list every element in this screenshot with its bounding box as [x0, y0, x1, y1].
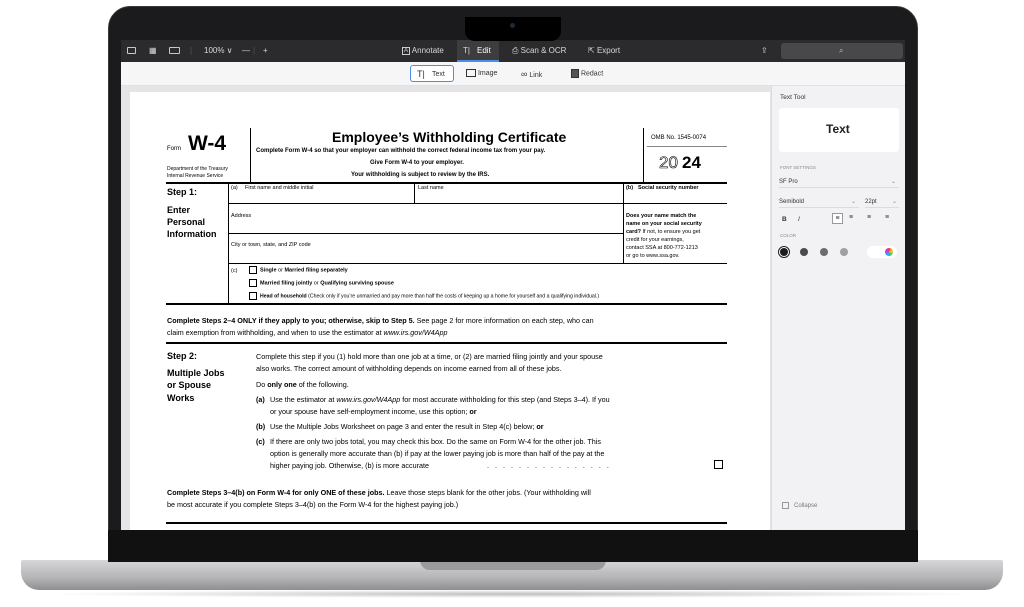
laptop-chin	[108, 530, 918, 562]
align-center-icon[interactable]: ≡	[849, 214, 854, 221]
form-subtitle-3: Your withholding is subject to review by the IRS.	[351, 172, 490, 178]
align-left-icon[interactable]: ≡	[832, 213, 843, 224]
panel-title: Text Tool	[780, 94, 806, 101]
two-jobs-checkbox[interactable]	[714, 460, 723, 469]
filing-status-head[interactable]: Head of household (Check only if you’re unmarried and pay more than half the costs of keeping up a home for yourself and a qualifying individual.)	[249, 292, 599, 300]
image-tool-button[interactable]: Image	[466, 69, 497, 77]
color-swatch-dark-gray[interactable]	[800, 248, 808, 256]
export-icon: ⇱	[588, 46, 595, 55]
align-right-icon[interactable]: ≡	[885, 214, 890, 221]
annotate-icon: A	[403, 47, 408, 54]
step1-title-1: Enter	[167, 205, 191, 215]
color-swatch-gray[interactable]	[820, 248, 828, 256]
image-icon	[466, 69, 476, 77]
text-tool-panel: Text Tool Text FONT SETTINGS SF Pro ⌄ Semibold ⌄ 22pt ⌄ B I ≡ ≡ ≡ ≡ COLOR Collapse	[771, 86, 905, 530]
year-light: 20	[659, 153, 678, 172]
tab-scan-ocr[interactable]: ⎙ Scan & OCR	[512, 46, 567, 55]
color-wheel-icon	[885, 248, 893, 256]
tab-export[interactable]: ⇱ Export	[588, 46, 621, 55]
omb-number: OMB No. 1545-0074	[651, 135, 707, 141]
zoom-select[interactable]: 100% ∨	[204, 46, 233, 55]
form-title: Employee’s Withholding Certificate	[332, 129, 567, 145]
text-tool-button[interactable]: T| Text	[410, 65, 454, 82]
font-weight-select[interactable]: Semibold ⌄	[779, 196, 859, 208]
last-name-field[interactable]: Last name	[418, 185, 444, 191]
font-family-select[interactable]: SF Pro ⌄	[779, 176, 899, 188]
form-subtitle-1: Complete Form W-4 so that your employer can withhold the correct federal income tax from your pay.	[256, 148, 546, 154]
page-view-icon[interactable]	[169, 46, 180, 56]
search-input[interactable]	[781, 43, 903, 59]
tab-annotate[interactable]: A Annotate	[403, 46, 444, 55]
form-label: Form	[167, 146, 181, 152]
redact-icon	[571, 69, 579, 78]
dept-label: Department of the Treasury	[167, 166, 228, 172]
custom-color-button[interactable]	[867, 246, 897, 258]
bold-button[interactable]: B	[782, 216, 787, 223]
edit-subtoolbar	[121, 62, 905, 86]
collapse-icon	[782, 502, 789, 509]
step1-title-3: Information	[167, 229, 217, 239]
step1-title-2: Personal	[167, 217, 206, 227]
color-swatch-black[interactable]	[780, 248, 788, 256]
step2-title-3: Works	[167, 393, 195, 403]
app-window	[121, 40, 905, 530]
link-tool-button[interactable]: ∞ Link	[521, 69, 543, 79]
form-number: W-4	[188, 132, 227, 155]
form-subtitle-2: Give Form W-4 to your employer.	[370, 160, 464, 166]
filing-status-married[interactable]: Married filing jointly or Qualifying surviving spouse	[249, 279, 394, 287]
search-icon: ⌕	[839, 46, 844, 55]
first-name-field[interactable]: First name and middle initial	[245, 185, 314, 191]
link-icon: ∞	[521, 69, 528, 79]
color-swatch-light-gray[interactable]	[840, 248, 848, 256]
text-cursor-icon: T|	[417, 69, 425, 79]
align-justify-icon[interactable]: ≡	[867, 214, 872, 221]
edit-icon: T|	[463, 46, 470, 55]
scan-icon: ⎙	[512, 46, 519, 55]
italic-button[interactable]: I	[798, 216, 800, 223]
pdf-page[interactable]: Form W-4 Department of the Treasury Internal Revenue Service Employee’s Withholding Certificate Complete Form W-4 so that your employer can withhold the correct federal income tax from your pay. Give Form W-4 to your employer. Your withholding is subject to review by the IRS. OMB No. 1545-0074 20 24 Step 1: Enter Personal Information (a) First name and middle initial Last name (b) Social security number Address City or town, state, and ZIP code Does your name match the name on your social security card? If not, to ensure you get credit for your earnings, contact SSA at 800-772-1213 or go to www.ssa.gov. (c) Single or Married filing separately Married filing jointly or Qualifying surviving spouse Head of household (Check only if you’re unmarried and pay more than half the costs of keeping up a home for yourself and a qualifying individual.) Complete Steps 2–4 ONLY if they apply to you; otherwise, skip to Step 5. See page 2 for more information on each step, who can claim exemption from withholding, and when to use the estimator at www.irs.gov/W4App Step 2: Multiple Jobs or Spouse Works Complete this step if you (1) hold more than one job at a time, or (2) are married filing jointly and your spouse also works. The correct amount of withholding depends on income earned from all of these jobs. Do only one of the following. (a) Use the estimator at www.irs.gov/W4App for most accurate withholding for this step (and Steps 3–4). If you or your spouse have self-employment income, use this option; or (b) Use the Multiple Jobs Worksheet on page 3 and enter the result in Step 4(c) below; or (c) If there are only two jobs total, you may check this box. Do the same on Form W-4 for the other job. This option is generally more accurate than (b) if pay at the lower paying job is more than half of the pay at the higher paying job. Otherwise, (b) is more accurate . . . . . . . . . . . . . . . . Complete Steps 3–4(b) on Form W-4 for only ONE of these jobs. Leave those steps blank for the other jobs. (Your withholding will be most accurate if you complete Steps 3–4(b) on the Form W-4 for the highest paying job.)	[130, 92, 770, 530]
step2-title-2: or Spouse	[167, 380, 212, 390]
document-canvas	[121, 86, 771, 530]
top-toolbar: ▦ | 100% ∨ — | + A Annotate T| Edit ⎙ Scan & OCR ⇱ Export ⇪ ⌕	[121, 40, 905, 62]
redact-tool-button[interactable]: Redact	[571, 69, 603, 78]
step2-title-1: Multiple Jobs	[167, 368, 225, 378]
irs-label: Internal Revenue Service	[167, 173, 224, 179]
year-bold: 24	[682, 153, 701, 172]
zoom-out-button[interactable]: —	[242, 46, 250, 55]
step2-label: Step 2:	[167, 351, 198, 361]
text-preview: Text	[779, 108, 899, 152]
camera-icon	[510, 23, 515, 28]
collapse-button[interactable]: Collapse	[782, 502, 817, 509]
sidebar-toggle-icon[interactable]	[127, 46, 136, 56]
share-icon[interactable]: ⇪	[761, 46, 768, 55]
tab-edit[interactable]: T| Edit	[457, 40, 499, 62]
laptop-shadow	[40, 590, 984, 598]
camera-notch	[465, 17, 561, 41]
address-field[interactable]: Address	[231, 213, 252, 219]
font-size-select[interactable]: 22pt ⌄	[865, 196, 899, 208]
step1-label: Step 1:	[167, 187, 198, 197]
ssn-field[interactable]: Social security number	[638, 185, 699, 191]
city-field[interactable]: City or town, state, and ZIP code	[231, 242, 311, 248]
filing-status-single[interactable]: Single or Married filing separately	[249, 266, 348, 274]
zoom-in-button[interactable]: +	[263, 46, 268, 55]
grid-view-icon[interactable]: ▦	[149, 46, 157, 55]
